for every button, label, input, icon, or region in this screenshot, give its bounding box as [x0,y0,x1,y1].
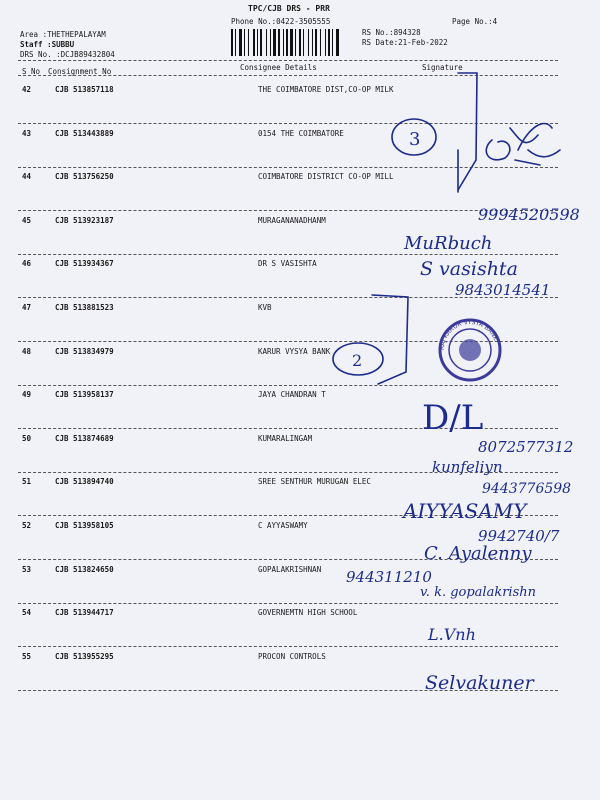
signature-46: S vasishta [420,258,518,280]
col-consignee: Consignee Details [240,63,317,72]
barcode-bar [266,29,267,56]
handwritten-phone-52: 9942740/7 [478,527,560,545]
row-consignment: CJB 513958137 [55,390,114,400]
row-consignment: CJB 513834979 [55,346,114,356]
barcode-bar [308,29,309,56]
barcode-bar [336,29,339,56]
row-consignee: DR S VASISHTA [258,259,317,269]
row-consignee: KUMARALINGAM [258,433,313,443]
row-consignee: 0154 THE COIMBATORE [258,128,344,138]
signature-54: L.Vnh [428,625,476,644]
barcode-bar [260,29,262,56]
handwritten-phone-46: 9843014541 [455,281,551,299]
row-separator [18,385,558,386]
row-consignee: JAYA CHANDRAN T [258,390,326,400]
circle-43-label: 3 [409,129,421,150]
rs-number: RS No.:894328 [362,28,421,37]
staff-label: Staff :SUBBU [20,40,75,49]
row-consignee: GOPALAKRISHNAN [258,564,322,574]
row-separator [18,603,558,604]
col-consignment: Consignment No [48,67,112,76]
row-consignee: C AYYASWAMY [258,521,308,530]
barcode-bar [239,29,242,56]
barcode-bar [328,29,330,56]
signature-43 [486,124,560,165]
row-separator [18,167,558,168]
handwritten-phone-45: 9994520598 [478,205,580,224]
header-rule-bottom [18,75,558,76]
rs-date: RS Date:21-Feb-2022 [362,38,448,47]
barcode-bar [295,29,296,56]
row-consignee: KARUR VYSYA BANK [258,346,331,356]
row-sno: 43 [22,128,32,138]
barcode-bar [278,29,280,56]
svg-text:RAJ KARUR VYSYA BANK: RAJ KARUR VYSYA BANK [438,318,499,351]
row-consignee: GOVERNEMTN HIGH SCHOOL [258,608,358,618]
phone-number: Phone No.:0422-3505555 [231,17,331,26]
header-rule [18,60,558,61]
barcode-bar [244,29,245,56]
barcode-bar [231,29,233,56]
row-consignee: PROCON CONTROLS [258,651,326,661]
barcode-bar [332,29,333,56]
row-sno: 42 [22,85,32,94]
row-consignment: CJB 513934367 [55,259,114,269]
row-consignment: CJB 513874689 [55,433,114,443]
signature-55: Selvakuner [425,672,534,694]
bracket-2 [372,295,408,384]
row-separator [18,646,558,647]
row-sno: 48 [22,346,32,356]
row-consignee: THE COIMBATORE DIST,CO-OP MILK [258,85,394,94]
report-title: TPC/CJB DRS - PRR [248,4,330,13]
dl-mark: D/L [422,398,484,438]
page-number: Page No.:4 [452,17,498,26]
row-sno: 46 [22,259,32,269]
row-sno: 47 [22,303,32,312]
barcode-bar [248,29,249,56]
drs-number: DRS No. :DCJB89432804 [20,50,115,59]
barcode-bar [235,29,236,56]
circle-48 [333,343,383,375]
row-consignment: CJB 513756250 [55,172,114,182]
barcode-bar [315,29,317,56]
row-sno: 54 [22,608,32,618]
row-consignment: CJB 513881523 [55,303,114,312]
area-label: Area :THETHEPALAYAM [20,30,106,39]
bracket-top [458,73,477,190]
row-separator [18,123,558,124]
circle-48-label: 2 [352,351,363,370]
barcode-bar [299,29,301,56]
row-consignment: CJB 513944717 [55,608,114,618]
row-consignee: COIMBATORE DISTRICT CO-OP MILL [258,172,394,182]
signature-51: AIYYASAMY [403,499,527,523]
handwritten-phone-51: 9443776598 [482,481,572,497]
row-consignment: CJB 513894740 [55,477,114,487]
bank-stamp [439,319,500,380]
col-sno: S No [22,67,41,76]
row-separator [18,210,558,211]
signature-52: C. Ayalenny [424,543,532,564]
barcode-bar [290,29,293,56]
col-signature: Signature [422,63,463,72]
row-sno: 49 [22,390,32,400]
row-sno: 50 [22,433,32,443]
row-consignment: CJB 513923187 [55,215,114,225]
barcode-bar [325,29,326,56]
row-consignee: MURAGANANADHANM [258,215,326,225]
row-consignment: CJB 513955295 [55,651,114,661]
signature-53: v. k. gopalakrishn [420,585,537,600]
barcode-bar [312,29,313,56]
row-consignment: CJB 513958105 [55,521,114,530]
signature-45: MuRbuch [404,233,493,254]
row-sno: 52 [22,521,32,530]
barcode-bar [320,29,321,56]
row-separator [18,341,558,342]
handwritten-phone-50: 8072577312 [478,438,574,456]
row-consignee: KVB [258,303,272,312]
row-sno: 55 [22,651,32,661]
barcode-bar [270,29,271,56]
row-sno: 45 [22,215,32,225]
barcode-bar [303,29,304,56]
row-consignment: CJB 513443889 [55,128,114,138]
handwritten-phone-53: 944311210 [346,568,432,586]
circle-43 [392,119,436,155]
row-consignment: CJB 513857118 [55,85,114,94]
signature-50: kunfeliyn [432,458,503,476]
row-sno: 44 [22,172,32,182]
row-consignment: CJB 513824650 [55,564,114,574]
barcode-bar [257,29,258,56]
barcode-bar [283,29,284,56]
row-sno: 51 [22,477,32,487]
row-consignee: SREE SENTHUR MURUGAN ELEC [258,477,371,487]
row-sno: 53 [22,564,32,574]
barcode-bar [253,29,255,56]
barcode-bar [273,29,276,56]
barcode-bar [286,29,288,56]
